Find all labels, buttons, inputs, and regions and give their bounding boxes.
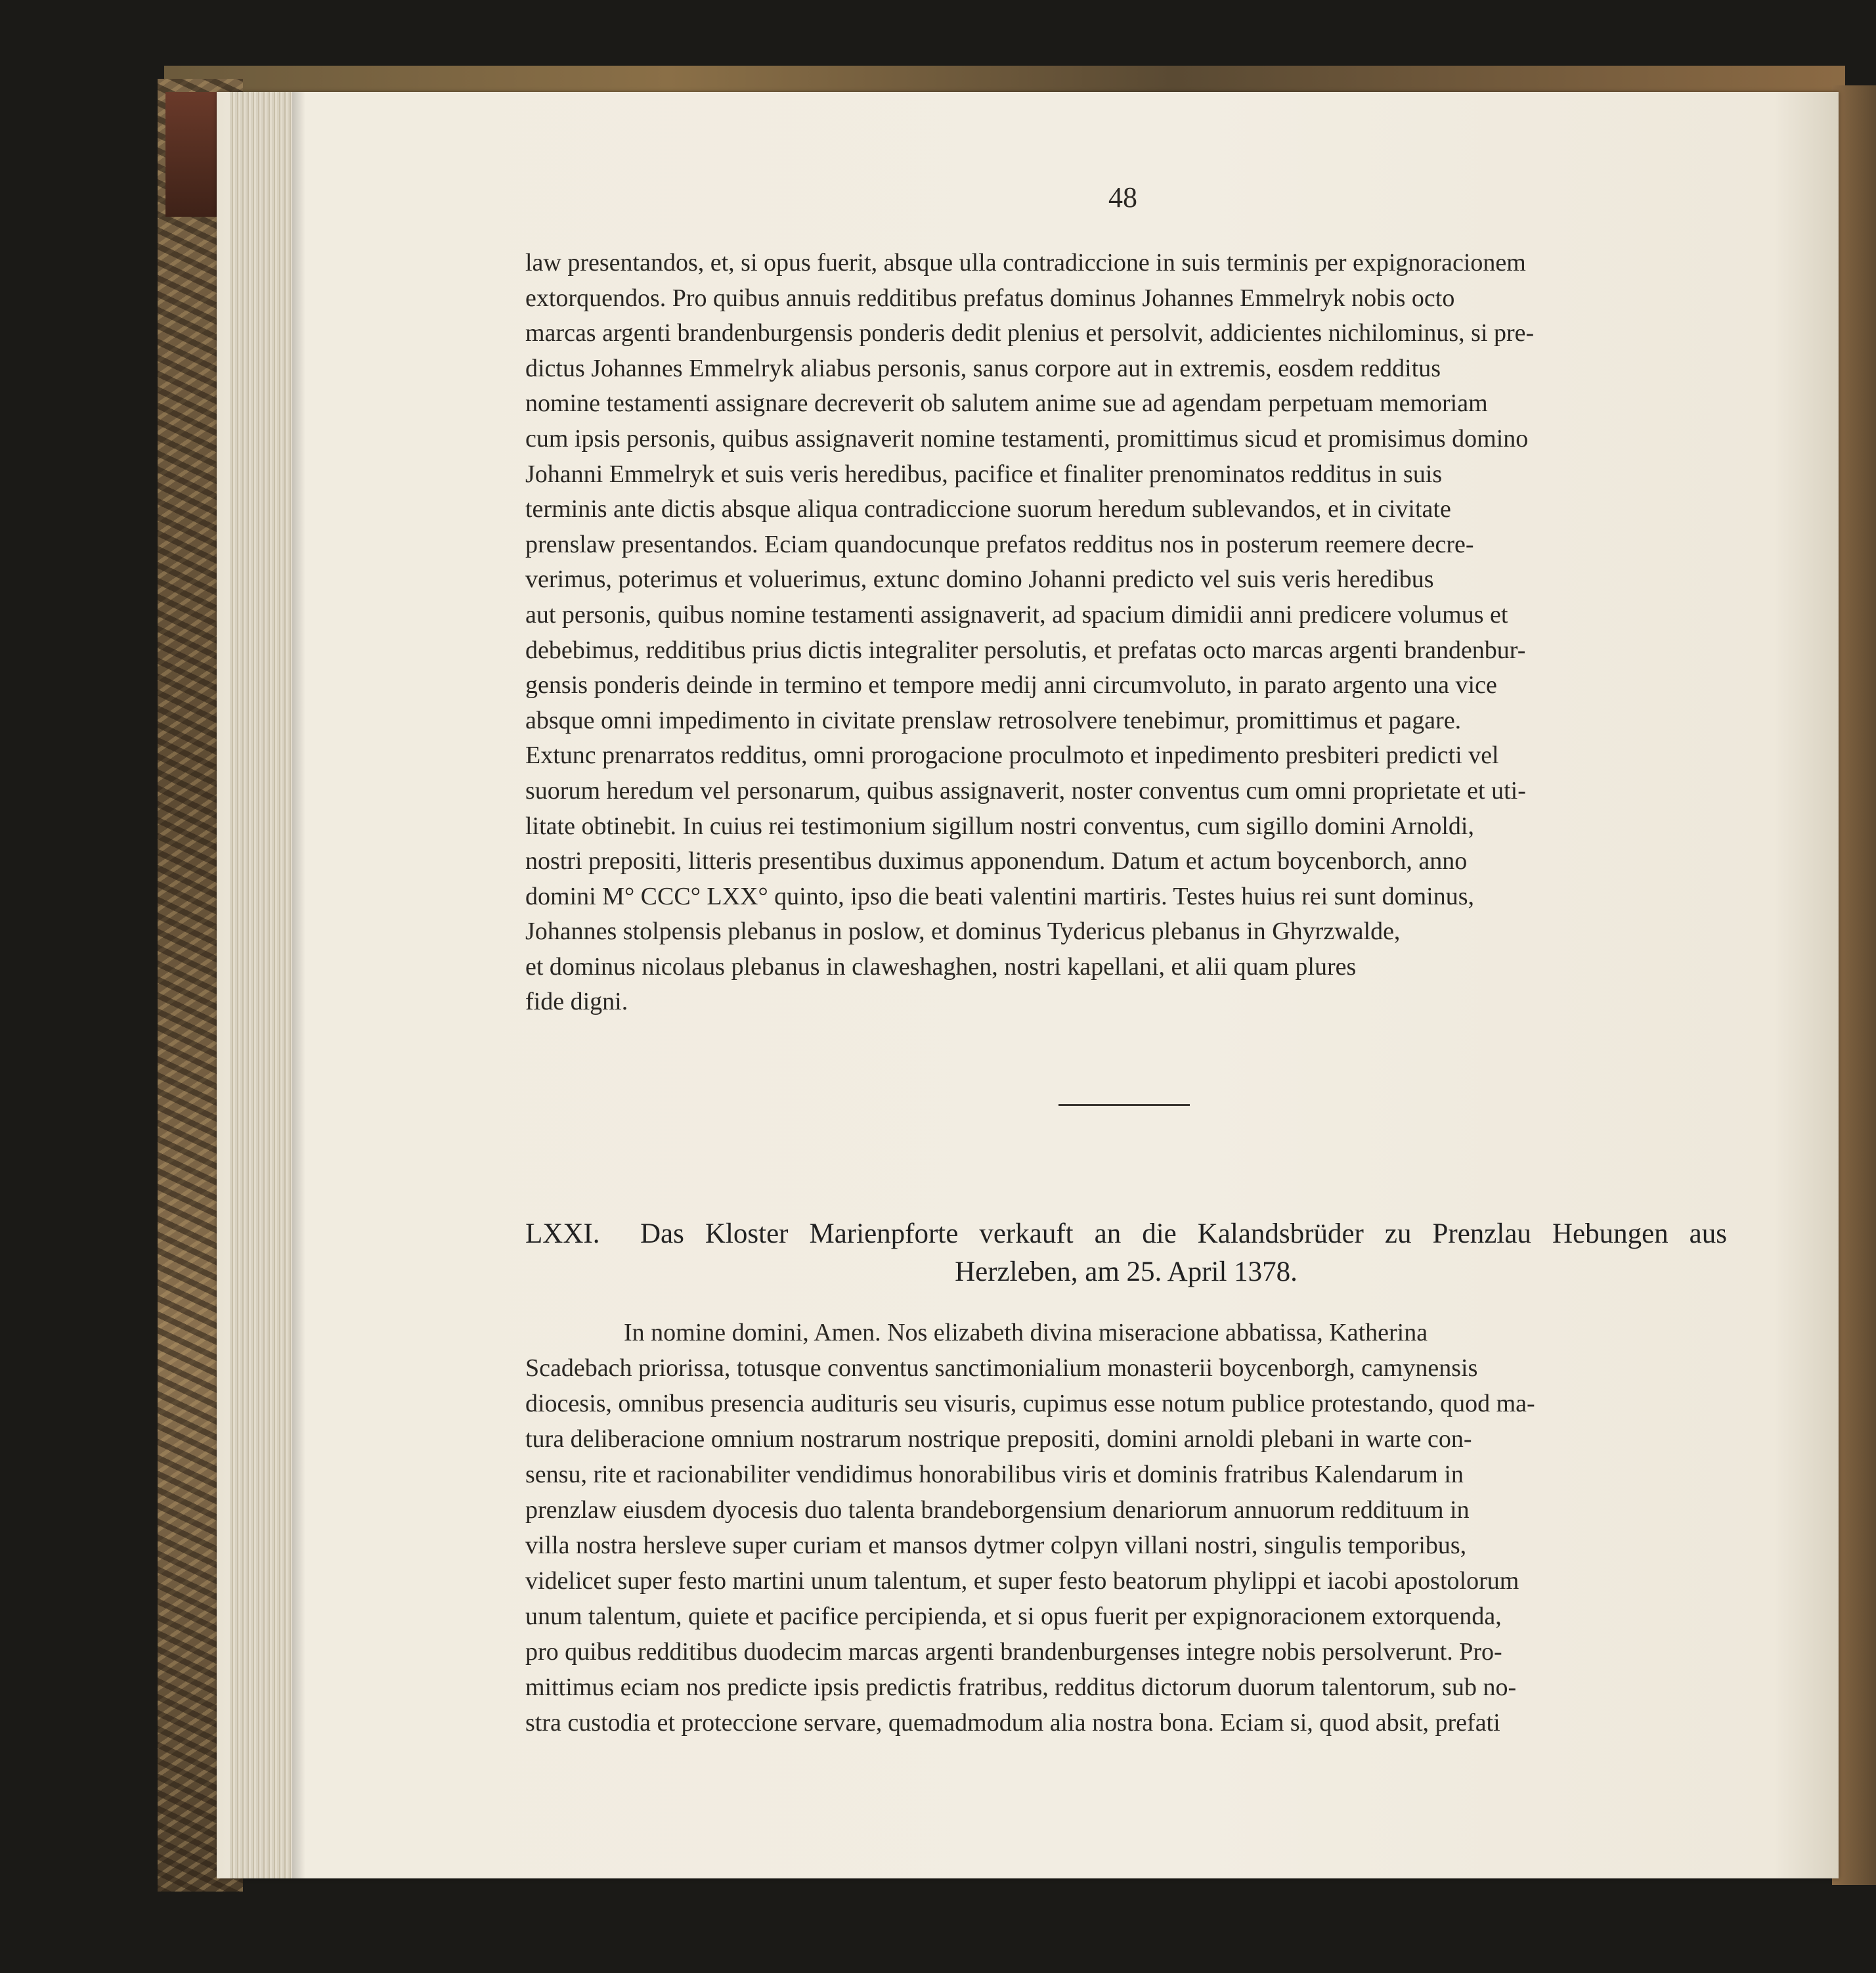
text-line: fide digni.: [525, 988, 628, 1016]
text-line: tura deliberacione omnium nostrarum nostrique prepositi, domini arnoldi plebani in warte con-: [525, 1425, 1472, 1453]
text-line: prenzlaw eiusdem dyocesis duo talenta brandeborgensium denariorum annuorum reddituum in: [525, 1496, 1470, 1524]
page-number: 48: [1108, 181, 1137, 213]
gutter-shadow: [292, 92, 305, 1878]
text-line: nostri prepositi, litteris presentibus duximus apponendum. Datum et actum boycenborch, anno: [525, 847, 1468, 876]
text-line: suorum heredum vel personarum, quibus assignaverit, noster conventus cum omni proprietate et uti-: [525, 776, 1526, 805]
text-line: sensu, rite et racionabiliter vendidimus honorabilibus viris et dominis fratribus Kalendarum in: [525, 1461, 1464, 1488]
text-line: verimus, poterimus et voluerimus, extunc domino Johanni predicto vel suis veris heredibus: [525, 565, 1434, 594]
text-line: Johannes stolpensis plebanus in poslow, et dominus Tydericus plebanus in Ghyrzwalde,: [525, 918, 1401, 946]
text-line: Scadebach priorissa, totusque conventus sanctimonialium monasterii boycenborgh, camynensis: [525, 1354, 1478, 1382]
text-line: diocesis, omnibus presencia audituris seu visuris, cupimus esse notum publice protestando, quod ma-: [525, 1390, 1535, 1417]
text-line: stra custodia et proteccione servare, quemadmodum alia nostra bona. Eciam si, quod absit, prefati: [525, 1709, 1500, 1737]
text-line: Johanni Emmelryk et suis veris heredibus, pacifice et finaliter prenominatos redditus in suis: [525, 460, 1443, 488]
text-line: litate obtinebit. In cuius rei testimonium sigillum nostri conventus, cum sigillo domini Arnoldi,: [525, 812, 1474, 840]
page-edges: [230, 92, 292, 1878]
text-line: mittimus eciam nos predicte ipsis predictis fratribus, redditus dictorum duorum talentorum, sub no-: [525, 1674, 1517, 1701]
text-line: videlicet super festo martini unum talentum, et super festo beatorum phylippi et iacobi apostolorum: [525, 1567, 1519, 1595]
text-line: cum ipsis personis, quibus assignaverit nomine testamenti, promittimus sicud et promisimus domino: [525, 424, 1529, 453]
text-line: villa nostra hersleve super curiam et mansos dytmer colpyn villani nostri, singulis temporibus,: [525, 1532, 1467, 1559]
document-number: LXXI.: [525, 1218, 600, 1249]
leather-spine: [165, 92, 225, 217]
text-line: pro quibus redditibus duodecim marcas argenti brandenburgenses integre nobis persolverunt. Pro-: [525, 1638, 1502, 1666]
document-title-line-2: Herzleben, am 25. April 1378.: [955, 1256, 1298, 1287]
top-paragraph: [525, 246, 1727, 1020]
text-line: et dominus nicolaus plebanus in claweshaghen, nostri kapellani, et alii quam plures: [525, 952, 1357, 981]
text-line: aut personis, quibus nomine testamenti assignaverit, ad spacium dimidii anni predicere volumus et: [525, 600, 1508, 629]
text-line: absque omni impedimento in civitate prenslaw retrosolvere tenebimur, promittimus et pagare.: [525, 706, 1462, 734]
text-line: unum talentum, quiete et pacifice percipienda, et si opus fuerit per expignoracionem extorquenda,: [525, 1603, 1502, 1630]
document-title-line-1: Das Kloster Marienpforte verkauft an die Kalandsbrüder zu Prenzlau Hebungen aus: [640, 1218, 1727, 1249]
text-line: In nomine domini, Amen. Nos elizabeth divina miseracione abbatissa, Katherina: [624, 1319, 1428, 1346]
text-line: debebimus, redditibus prius dictis integraliter persolutis, et prefatas octo marcas argenti brandenbur-: [525, 636, 1526, 664]
text-line: nomine testamenti assignare decreverit ob salutem anime sue ad agendam perpetuam memoriam: [525, 389, 1488, 418]
text-line: Extunc prenarratos redditus, omni prorogacione proculmoto et inpedimento presbiteri predicti vel: [525, 742, 1499, 770]
bottom-paragraph: [525, 1315, 1727, 1740]
text-line: prenslaw presentandos. Eciam quandocunque prefatos redditus nos in posterum reemere decre-: [525, 530, 1474, 558]
text-line: extorquendos. Pro quibus annuis redditibus prefatus dominus Johannes Emmelryk nobis octo: [525, 284, 1455, 312]
text-line: dictus Johannes Emmelryk aliabus personis, sanus corpore aut in extremis, eosdem redditus: [525, 354, 1441, 382]
text-line: domini M° CCC° LXX° quinto, ipso die beati valentini martiris. Testes huius rei sunt dominus,: [525, 882, 1474, 910]
text-line: law presentandos, et, si opus fuerit, absque ulla contradiccione in suis terminis per expignoracionem: [525, 249, 1526, 277]
book-cover-right: [1832, 85, 1876, 1885]
section-divider: [1058, 1104, 1190, 1106]
text-line: terminis ante dictis absque aliqua contradiccione suorum heredum sublevandos, et in civitate: [525, 495, 1451, 523]
text-line: marcas argenti brandenburgensis ponderis dedit plenius et persolvit, addicientes nichilominus, si pre-: [525, 319, 1535, 347]
text-line: gensis ponderis deinde in termino et tempore medij anni circumvoluto, in parato argento una vice: [525, 671, 1497, 699]
